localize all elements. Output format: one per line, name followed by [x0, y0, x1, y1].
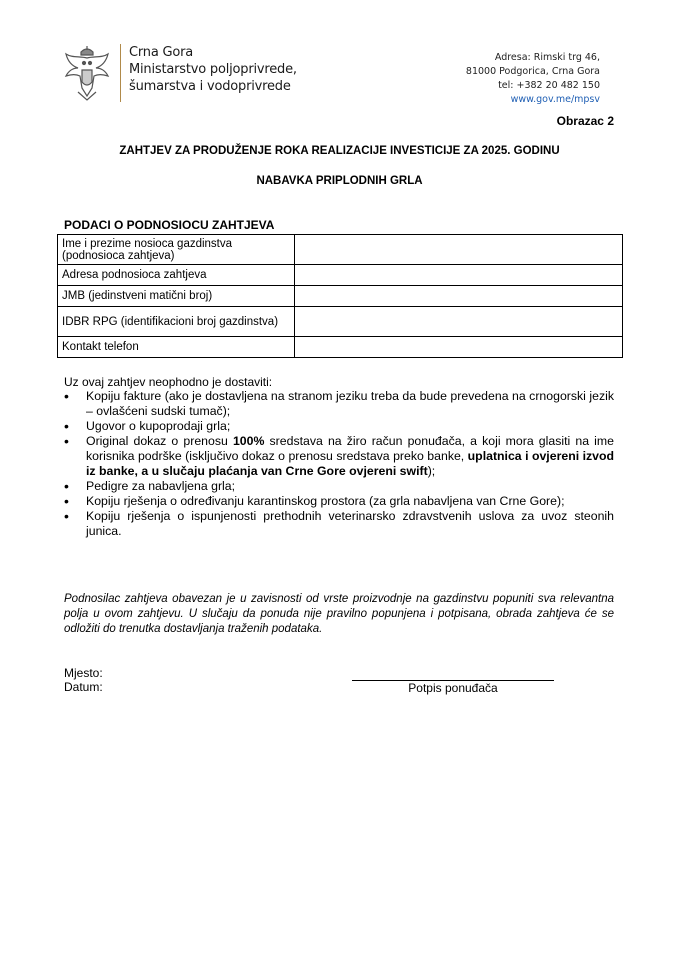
document-subtitle: NABAVKA PRIPLODNIH GRLA [256, 175, 423, 187]
header-divider [120, 44, 121, 102]
row-label: Kontakt telefon [58, 337, 295, 358]
jmb-field[interactable] [295, 286, 623, 307]
website-link[interactable]: www.gov.me/mpsv [510, 94, 600, 105]
list-item: • Kopiju fakture (ako je dostavljena na stranom jeziku treba da bude prevedena na crnogorski jezik – ovlašćeni sudski tumač); [64, 389, 614, 419]
contact-block [466, 51, 600, 107]
address-field[interactable] [295, 265, 623, 286]
documents-intro: Uz ovaj zahtjev neophodno je dostaviti: [64, 375, 273, 389]
form-id: Obrazac 2 [556, 114, 614, 128]
table-row [58, 337, 623, 358]
applicant-table [57, 234, 623, 358]
item-text: sredstava na žiro račun ponuđača, a koji mora glasiti na ime korisnika podrške (isključivo dokaz o prenosu sredstava preko banke, [86, 434, 614, 463]
row-label: Adresa podnosioca zahtjeva [58, 265, 295, 286]
org-country: Crna Gora [129, 45, 194, 60]
address-line1: Adresa: Rimski trg 46, [494, 52, 600, 63]
list-item: • Ugovor o kupoprodaji grla; [64, 419, 614, 434]
row-label: JMB (jedinstveni matični broj) [58, 286, 295, 307]
document-title: ZAHTJEV ZA PRODUŽENJE ROKA REALIZACIJE INVESTICIJE ZA 2025. GODINU [119, 145, 560, 157]
signature-label: Potpis ponuđača [408, 681, 498, 695]
coat-of-arms-icon [60, 44, 114, 102]
place-label: Mjesto: [64, 666, 103, 680]
phone: tel: +382 20 482 150 [498, 80, 600, 91]
name-field[interactable] [295, 235, 623, 265]
documents-list [64, 389, 614, 539]
instruction-note: Podnosilac zahtjeva obavezan je u zavisnosti od vrste proizvodnje na gazdinstvu popuniti sva relevantna polja u ovom zahtjevu. U slučaju da ponuda nije pravilno popunjena i potpisana, obrada zahtjeva će se odložiti do trenutka dostavljanja traženih podataka. [64, 593, 614, 635]
section-heading: PODACI O PODNOSIOCU ZAHTJEVA [64, 218, 275, 232]
list-item: • Kopiju rješenja o određivanju karantinskog prostora (za grla nabavljena van Crne Gore); [64, 494, 614, 509]
address-line2: 81000 Podgorica, Crna Gora [465, 66, 600, 77]
idbr-field[interactable] [295, 307, 623, 337]
list-item: • Pedigre za nabavljena grla; [64, 479, 614, 494]
date-label: Datum: [64, 680, 103, 694]
list-item: • Kopiju rješenja o ispunjenosti prethodnih veterinarsko zdravstvenih uslova za uvoz steonih junica. [64, 509, 614, 539]
item-text: ); [427, 464, 436, 478]
item-text: Original dokaz o prenosu [86, 434, 233, 448]
table-row [58, 286, 623, 307]
list-item [64, 434, 614, 479]
org-ministry-cont: šumarstva i vodoprivrede [129, 79, 291, 94]
table-row [58, 265, 623, 286]
row-label: IDBR RPG (identifikacioni broj gazdinstva) [58, 307, 295, 337]
table-row [58, 235, 623, 265]
item-emphasis: 100% [232, 434, 265, 448]
item-emphasis: uplatnica i ovjereni izvod iz banke, a u slučaju plaćanja van Crne Gore ovjereni swift [86, 449, 614, 478]
org-ministry: Ministarstvo poljoprivrede, [129, 62, 297, 77]
phone-field[interactable] [295, 337, 623, 358]
ministry-name [129, 44, 297, 95]
row-label: Ime i prezime nosioca gazdinstva (podnosioca zahtjeva) [58, 235, 295, 265]
table-row [58, 307, 623, 337]
